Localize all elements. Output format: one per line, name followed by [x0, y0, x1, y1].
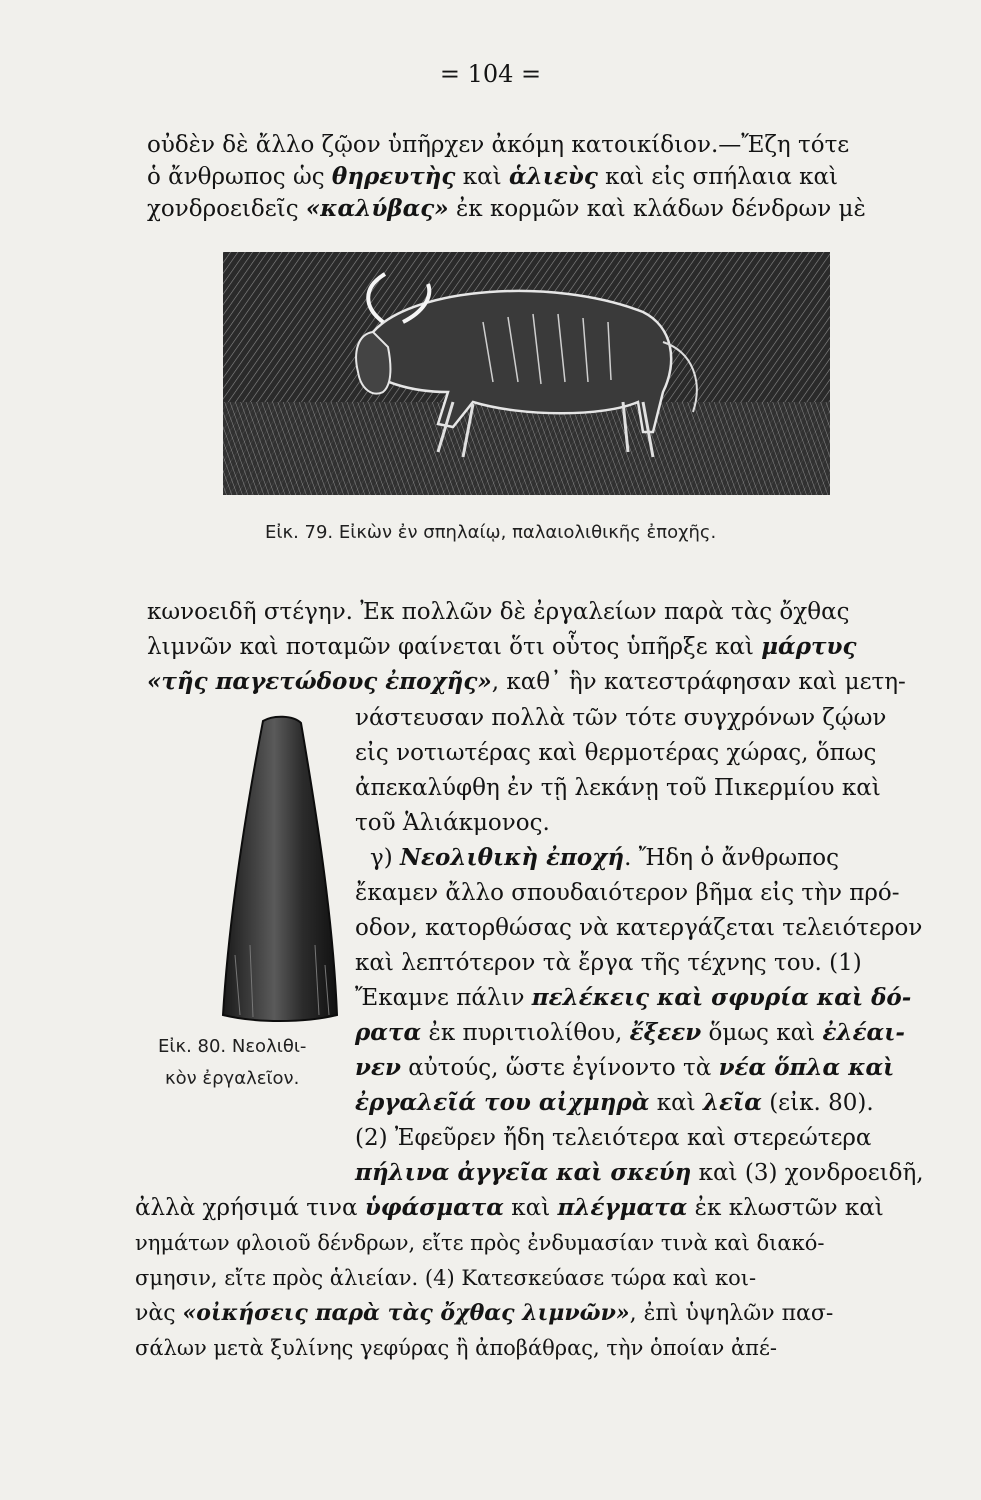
- bold-term: Νεολιθικὴ ἐποχή: [400, 844, 625, 871]
- text-line: [355, 1088, 874, 1118]
- bold-term: νεν: [355, 1054, 401, 1081]
- text-run: ἀλλὰ χρήσιμά τινα: [135, 1195, 365, 1221]
- text-run: . Ἤδη ὁ ἄνθρωπος: [624, 845, 839, 871]
- neolithic-tool-figure: [215, 715, 345, 1027]
- text-line: [147, 667, 906, 697]
- text-line: σάλων μετὰ ξυλίνης γεφύρας ἢ ἀποβάθρας, τὴν ὁποίαν ἀπέ-: [135, 1336, 777, 1360]
- text-line: [147, 632, 856, 662]
- text-line: [147, 194, 866, 224]
- text-line: τοῦ Ἁλιάκμονος.: [355, 810, 550, 836]
- text-run: γ): [370, 845, 401, 871]
- text-line: [355, 1018, 905, 1048]
- bold-term: λεῖα: [702, 1089, 762, 1116]
- text-line: σμησιν, εἴτε πρὸς ἁλιείαν. (4) Κατεσκεύασε τώρα καὶ κοι-: [135, 1266, 757, 1290]
- text-line: (2) Ἐφεῦρεν ἤδη τελειότερα καὶ στερεώτερα: [355, 1125, 872, 1151]
- cave-painting-figure: [223, 252, 830, 495]
- text-run: αὐτούς, ὥστε ἐγίνοντο τὰ: [400, 1055, 719, 1081]
- text-line: [135, 1298, 833, 1329]
- text-line: [355, 1053, 894, 1083]
- text-line: νημάτων φλοιοῦ δένδρων, εἴτε πρὸς ἐνδυμασίαν τινὰ καὶ διακό-: [135, 1231, 825, 1255]
- text-run: , καθ᾽ ἣν κατεστράφησαν καὶ μετη-: [491, 669, 906, 695]
- bold-term: «οἰκήσεις παρὰ τὰς ὄχθας λιμνῶν»: [182, 1300, 630, 1326]
- text-run: καὶ: [503, 1195, 558, 1221]
- bold-term: πλέγματα: [557, 1194, 688, 1221]
- text-line: [355, 1158, 924, 1188]
- figure-79-caption: Εἰκ. 79. Εἰκὼν ἐν σπηλαίῳ, παλαιολιθικῆς ἐποχῆς.: [265, 522, 717, 543]
- text-line: οδον, κατορθώσας νὰ κατεργάζεται τελειότερον: [355, 915, 923, 941]
- bold-term: ἔξεεν: [629, 1019, 702, 1046]
- text-line: νάστευσαν πολλὰ τῶν τότε συγχρόνων ζῴων: [355, 705, 887, 731]
- text-run: ὁ ἄνθρωπος ὡς: [147, 164, 332, 190]
- text-run: καὶ: [649, 1090, 703, 1116]
- bold-term: ἁλιεὺς: [508, 163, 598, 190]
- bold-term: «καλύβας»: [305, 195, 449, 222]
- text-run: , ἐπὶ ὑψηλῶν πασ-: [629, 1301, 834, 1326]
- bold-term: θηρευτὴς: [331, 163, 456, 190]
- bold-term: νέα ὅπλα καὶ: [718, 1054, 895, 1081]
- stone-axe-illustration: [215, 715, 345, 1027]
- text-line: [147, 162, 838, 192]
- bold-term: «τῆς παγετώδους ἐποχῆς»: [147, 668, 492, 695]
- text-run: καὶ εἰς σπήλαια καὶ: [597, 164, 839, 190]
- text-run: καὶ (3) χονδροειδῆ,: [691, 1160, 924, 1186]
- bold-term: πελέκεις καὶ σφυρία καὶ δό-: [531, 984, 912, 1011]
- text-run: καὶ: [455, 164, 509, 190]
- text-run: ἐκ κορμῶν καὶ κλάδων δένδρων μὲ: [448, 196, 866, 222]
- text-line: [370, 843, 839, 873]
- text-run: ἐκ κλωστῶν καὶ: [687, 1195, 884, 1221]
- bold-term: πήλινα ἀγγεῖα καὶ σκεύη: [355, 1159, 692, 1186]
- text-line: οὐδὲν δὲ ἄλλο ζῷον ὑπῆρχεν ἀκόμη κατοικίδιον.—Ἔζη τότε: [147, 132, 850, 158]
- bold-term: ρατα: [355, 1019, 422, 1046]
- text-run: ἐκ πυριτιολίθου,: [421, 1020, 630, 1046]
- text-line: εἰς νοτιωτέρας καὶ θερμοτέρας χώρας, ὅπως: [355, 740, 877, 766]
- text-line: ἔκαμεν ἄλλο σπουδαιότερον βῆμα εἰς τὴν πρό-: [355, 880, 900, 906]
- text-run: λιμνῶν καὶ ποταμῶν φαίνεται ὅτι οὗτος ὑπῆρξε καὶ: [147, 634, 762, 660]
- text-run: ὅμως καὶ: [701, 1020, 823, 1046]
- text-line: καὶ λεπτότερον τὰ ἔργα τῆς τέχνης του. (1): [355, 950, 862, 976]
- text-run: (εἰκ. 80).: [761, 1090, 874, 1116]
- figure-80-caption: κὸν ἐργαλεῖον.: [165, 1068, 300, 1089]
- bold-term: ἐργαλεῖά του αἰχμηρὰ: [355, 1089, 650, 1116]
- text-line: [135, 1193, 884, 1223]
- text-line: ἀπεκαλύφθη ἐν τῇ λεκάνῃ τοῦ Πικερμίου καὶ: [355, 775, 881, 801]
- bold-term: μάρτυς: [761, 633, 857, 660]
- bold-term: ὑφάσματα: [364, 1194, 504, 1221]
- figure-80-caption: Εἰκ. 80. Νεολιθι-: [158, 1036, 307, 1057]
- text-run: νὰς: [135, 1301, 183, 1326]
- text-run: Ἔκαμνε πάλιν: [355, 985, 532, 1011]
- bold-term: ἐλέαι-: [822, 1019, 905, 1046]
- text-run: χονδροειδεῖς: [147, 196, 306, 222]
- bison-engraving-illustration: [223, 252, 830, 495]
- page-number: = 104 =: [439, 60, 542, 88]
- text-line: [355, 983, 911, 1013]
- text-line: κωνοειδῆ στέγην. Ἐκ πολλῶν δὲ ἐργαλείων παρὰ τὰς ὄχθας: [147, 599, 850, 625]
